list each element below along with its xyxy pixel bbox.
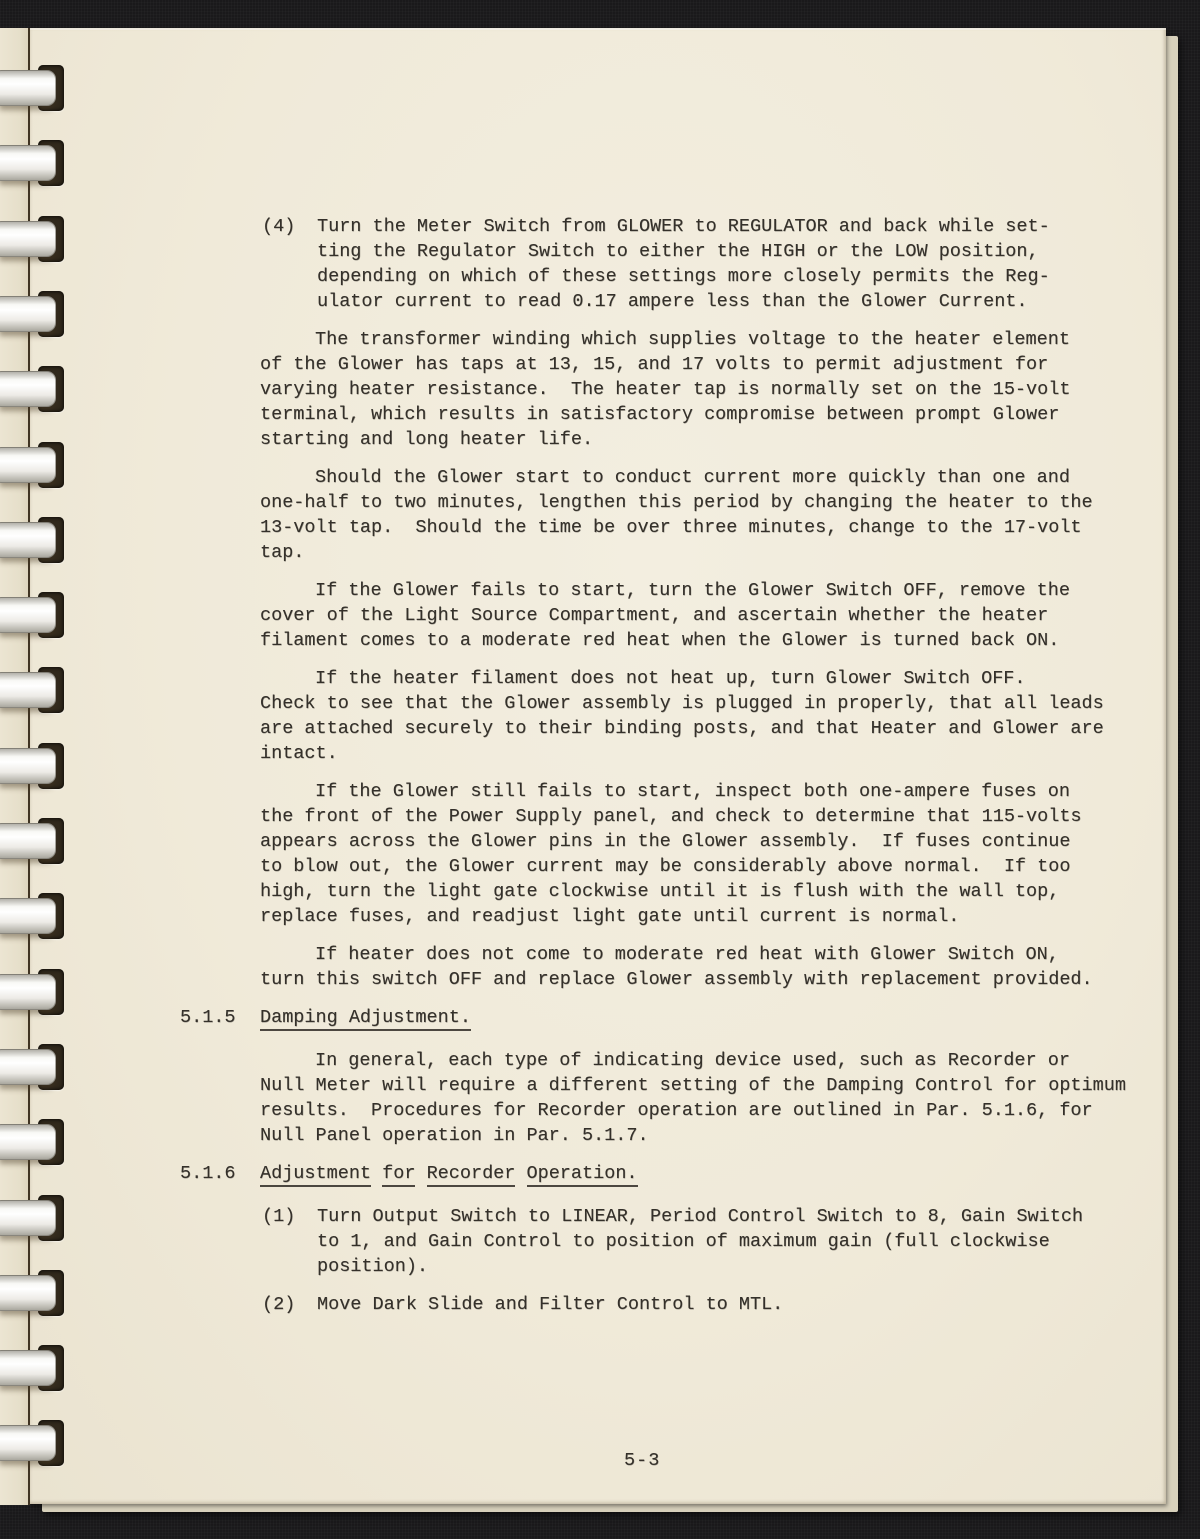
text-line: turn this switch OFF and replace Glower assembly with replacement provided. [260,969,1093,990]
item-marker: (1) [262,1206,296,1227]
paragraph-glower-fails-to-start [260,578,1160,653]
binding-ring [0,969,64,1015]
item-marker: (4) [262,216,296,237]
page-number: 5-3 [624,1450,661,1471]
text-line: Move Dark Slide and Filter Control to MTL. [317,1294,784,1315]
binding-ring [0,140,64,186]
binding-ring-band [0,1049,56,1085]
binding-ring [0,1420,64,1466]
binding-ring [0,743,64,789]
binding-ring-band [0,1200,56,1236]
binding-ring-band [0,823,56,859]
numbered-item-2 [260,1292,1160,1317]
text-line: If the Glower fails to start, turn the Glower Switch OFF, remove the [315,580,1070,601]
binding-ring [0,291,64,337]
binding-ring [0,1270,64,1316]
binding-ring [0,1345,64,1391]
section-number: 5.1.5 [180,1007,236,1028]
binding-ring-band [0,748,56,784]
text-line: position). [317,1256,429,1277]
paragraph-glower-start-time [260,465,1160,565]
paragraph-transformer-winding [260,327,1160,452]
text-line: starting and long heater life. [260,429,594,450]
binding-ring [0,893,64,939]
binding-ring [0,517,64,563]
paragraph-heater-filament-check [260,666,1160,766]
text-line: depending on which of these settings more closely permits the Reg- [317,266,1050,287]
text-line: tap. [260,542,305,563]
binding-ring [0,366,64,412]
binding-ring [0,65,64,111]
text-line: Check to see that the Glower assembly is plugged in properly, that all leads [260,693,1104,714]
text-line: the front of the Power Supply panel, and check to determine that 115-volts [260,806,1082,827]
text-line: In general, each type of indicating device used, such as Recorder or [315,1050,1070,1071]
text-line: intact. [260,743,338,764]
section-title-word: Adjustment [260,1163,371,1187]
binding-ring [0,592,64,638]
binding-ring-band [0,522,56,558]
numbered-item-4 [260,214,1160,314]
text-line: Null Panel operation in Par. 5.1.7. [260,1125,649,1146]
item-lines [260,214,1160,314]
section-title-word: for [382,1163,415,1187]
item-marker: (2) [262,1294,296,1315]
binding-ring-band [0,1124,56,1160]
section-title-word: Operation. [527,1163,638,1187]
binding-ring-band [0,898,56,934]
binding-ring-band [0,974,56,1010]
section-heading-5-1-6 [180,1161,1160,1186]
binding-ring [0,1195,64,1241]
binding-ring-band [0,371,56,407]
text-line: If the Glower still fails to start, inspect both one-ampere fuses on [315,781,1070,802]
text-line: results. Procedures for Recorder operation are outlined in Par. 5.1.6, for [260,1100,1093,1121]
page-text [180,214,1160,1330]
binding-ring [0,1044,64,1090]
text-line: terminal, which results in satisfactory compromise between prompt Glower [260,404,1060,425]
text-line: replace fuses, and readjust light gate until current is normal. [260,906,960,927]
binding-ring-band [0,1275,56,1311]
binding-ring [0,1119,64,1165]
text-line: Null Meter will require a different setting of the Damping Control for optimum [260,1075,1126,1096]
binding-ring-band [0,70,56,106]
paragraph-damping-general [260,1048,1160,1148]
text-line: filament comes to a moderate red heat when the Glower is turned back ON. [260,630,1060,651]
text-line: If heater does not come to moderate red heat with Glower Switch ON, [315,944,1059,965]
comb-binding [0,0,70,1539]
text-line: varying heater resistance. The heater tap is normally set on the 15-volt [260,379,1071,400]
binding-ring [0,442,64,488]
text-line: Turn Output Switch to LINEAR, Period Control Switch to 8, Gain Switch [317,1206,1084,1227]
item-lines [260,1292,1160,1317]
text-line: are attached securely to their binding posts, and that Heater and Glower are [260,718,1104,739]
text-line: Turn the Meter Switch from GLOWER to REGULATOR and back while set- [317,216,1050,237]
binding-ring-band [0,597,56,633]
numbered-item-1 [260,1204,1160,1279]
section-heading-5-1-5 [180,1005,1160,1030]
text-line: high, turn the light gate clockwise until it is flush with the wall top, [260,881,1060,902]
binding-ring-band [0,145,56,181]
section-number: 5.1.6 [180,1163,236,1184]
text-line: one-half to two minutes, lengthen this period by changing the heater to the [260,492,1093,513]
text-line: Should the Glower start to conduct current more quickly than one and [315,467,1070,488]
binding-ring [0,818,64,864]
binding-ring-band [0,447,56,483]
text-line: If the heater filament does not heat up, turn Glower Switch OFF. [315,668,1026,689]
binding-ring-band [0,1350,56,1386]
binding-ring-band [0,221,56,257]
text-line: to 1, and Gain Control to position of maximum gain (full clockwise [317,1231,1050,1252]
paragraph-fuses-check [260,779,1160,929]
binding-ring-band [0,1425,56,1461]
binding-ring-band [0,296,56,332]
text-line: cover of the Light Source Compartment, and ascertain whether the heater [260,605,1049,626]
item-lines [260,1204,1160,1279]
section-title: Damping Adjustment. [260,1007,471,1031]
text-line: ting the Regulator Switch to either the HIGH or the LOW position, [317,241,1039,262]
text-line: ulator current to read 0.17 ampere less than the Glower Current. [317,291,1028,312]
paragraph-replace-glower [260,942,1160,992]
text-line: The transformer winding which supplies voltage to the heater element [315,329,1070,350]
binding-ring-band [0,672,56,708]
text-line: to blow out, the Glower current may be considerably above normal. If too [260,856,1071,877]
binding-ring [0,216,64,262]
binding-ring [0,667,64,713]
text-line: 13-volt tap. Should the time be over three minutes, change to the 17-volt [260,517,1082,538]
text-line: of the Glower has taps at 13, 15, and 17 volts to permit adjustment for [260,354,1049,375]
manual-page [30,28,1166,1504]
section-title-word: Recorder [427,1163,516,1187]
text-line: appears across the Glower pins in the Glower assembly. If fuses continue [260,831,1071,852]
